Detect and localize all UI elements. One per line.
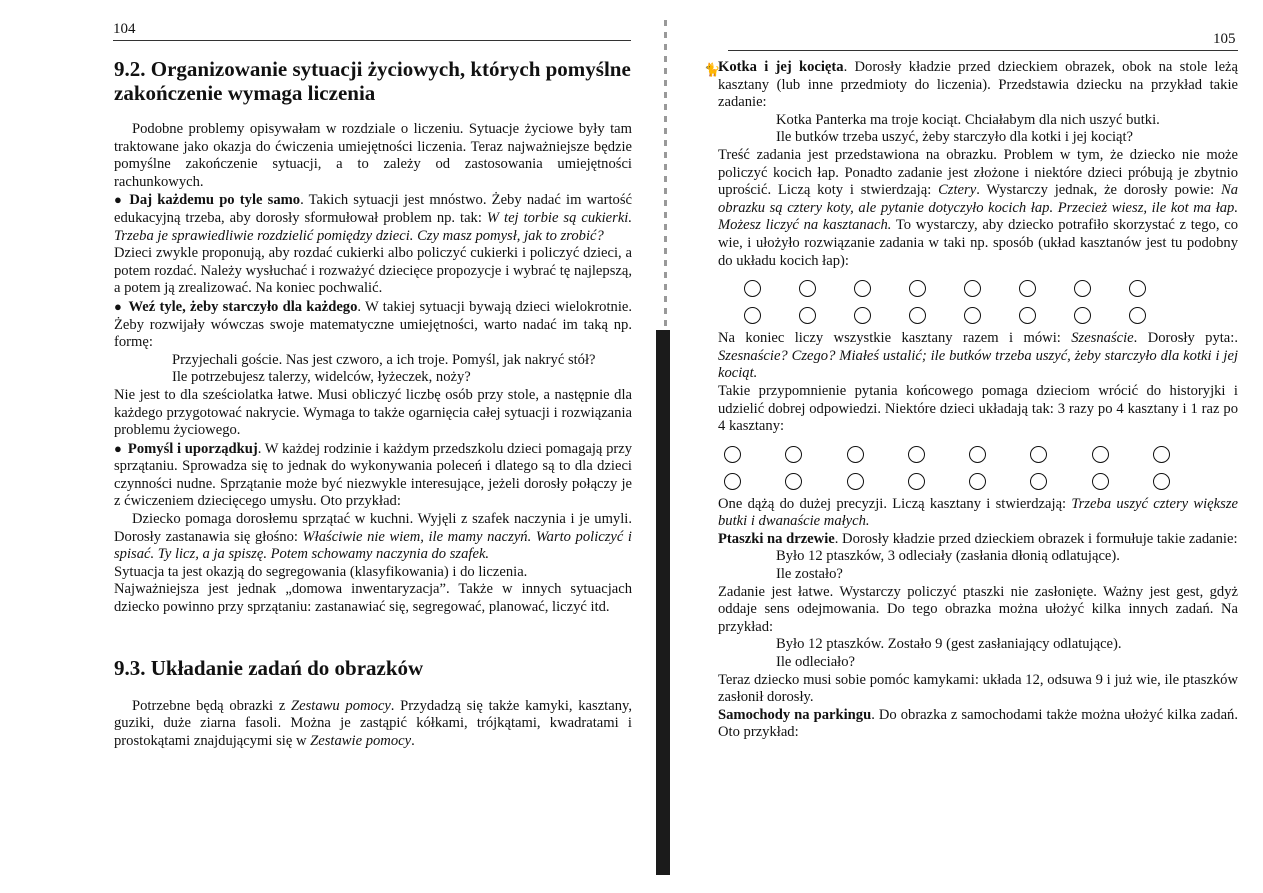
quote-line: Ile potrzebujesz talerzy, widelców, łyżeczek, noży? [172, 369, 471, 386]
chestnut-circle [1030, 446, 1047, 463]
bullet-paragraph [114, 191, 632, 245]
paragraph [718, 383, 1238, 436]
paragraph [718, 707, 1238, 742]
text: 3 razy po 4 kasztany i 1 raz po 4 kasztany: [718, 400, 1238, 435]
header-rule [728, 50, 1238, 51]
quote-line: Ile odleciało? [776, 654, 856, 671]
italic-text: Szesnaście [1071, 330, 1134, 347]
text: . W takiej sytuacji bywają dzieci wielokrotnie. Żeby rozwijały wówczas swoje matematyczne umiejętności, warto nadać im taką np. formę: [114, 298, 633, 351]
chestnut-circle [1030, 473, 1047, 490]
text: . Dorosły kładzie przed dzieckiem obrazek i formułuje takie zadanie: [834, 530, 1238, 547]
subsection-title: Kotka i jej kocięta [718, 59, 844, 75]
chestnut-circle [1153, 446, 1170, 463]
paragraph [718, 496, 1238, 531]
chestnut-circle [908, 446, 925, 463]
text: Takie przypomnienie pytania końcowego pomaga dzieciom wrócić do historyjki i udzielić dobrej odpowiedzi. Niektóre dzieci układają tak: [718, 382, 1238, 417]
text: Na koniec liczy wszystkie kasztany razem i mówi: [718, 330, 1072, 347]
left-column [114, 55, 632, 750]
italic-text: Na obrazku są cztery koty, ale pytanie dotyczyło kocich łap. Przecież wiesz, ile kot ma łap. Możesz liczyć na kasztanach. [718, 182, 1239, 234]
paragraph: Zadanie jest łatwe. Wystarczy policzyć ptaszki nie zasłonięte. Ważny jest gest, gdyż oddaje sens odejmowania. Do tego obrazka można ułożyć kilka innych zadań. Na przykład: [718, 583, 1238, 635]
header-rule [113, 40, 631, 41]
chestnut-circle [908, 473, 925, 490]
right-column [718, 59, 1238, 742]
paragraph: Teraz dziecko musi sobie pomóc kamykami: układa 12, odsuwa 9 i już wie, ile ptaszków zasłonił dorosły. [718, 671, 1238, 706]
chestnut-circle [909, 307, 926, 324]
paragraph: Najważniejsza jest jednak „domowa inwentaryzacja”. Także w innych sytuacjach dziecko powinno przy sprzątaniu: zastanawiać się, segregować, planować, liczyć itd. [114, 581, 632, 616]
chestnut-circle [1019, 307, 1036, 324]
paragraph: Podobne problemy opisywałam w rozdziale o liczeniu. Sytuacje życiowe były tam traktowane jako okazja do ćwiczenia umiejętności liczenia. Teraz najważniejsze będzie pomyślne zakończenie sytuacji, a to zależy od zastosowania umiejętności rachunkowych. [114, 121, 632, 190]
text: One dążą do dużej precyzji. Liczą kasztany i stwierdzają: [718, 495, 1072, 512]
paragraph [718, 147, 1238, 270]
text: Treść zadania jest przedstawiona na obrazku. Problem w tym, że dziecko nie może policzyć kocich łap. Ponadto zadanie jest złożone i niektóre dzieci próbują je zbytnio uprościć. Liczą koty i stwierdzają: [718, 146, 1238, 199]
chestnut-circle [1129, 307, 1146, 324]
italic-text: Zestawu pomocy [291, 697, 391, 714]
chestnut-circle [964, 280, 981, 297]
chestnut-layout-paws [744, 280, 1184, 324]
italic-text: Cztery [938, 182, 977, 199]
quote-line: Było 12 ptaszków, 3 odleciały (zasłania dłonią odlatujące). [776, 548, 1120, 565]
paragraph: Dzieci zwykle proponują, aby rozdać cukierki albo policzyć cukierki i policzyć dzieci, a potem rozdać. Należy wysłuchać i rozważyć dziecięce propozycje i wybrać tę najlepszą, a potem ją zrealizować. Na koniec pochwalić. [114, 245, 632, 297]
text: . Dorosły pyta:. [1133, 330, 1238, 347]
chestnut-circle [847, 446, 864, 463]
chestnut-circle [854, 307, 871, 324]
chestnut-circle [969, 446, 986, 463]
subsection-title: Ptaszki na drzewie [718, 530, 835, 547]
paragraph: Sytuacja ta jest okazją do segregowania (klasyfikowania) i do liczenia. [114, 563, 528, 580]
text: . [411, 732, 415, 749]
bullet-paragraph [114, 440, 632, 511]
quote-line: Ile butków trzeba uszyć, żeby starczyło dla kotki i jej kociąt? [776, 129, 1134, 146]
chestnut-circle [799, 307, 816, 324]
quote-line: Kotka Panterka ma troje kociąt. Chciałabym dla nich uszyć butki. [776, 111, 1160, 128]
quote-line: Było 12 ptaszków. Zostało 9 (gest zasłaniający odlatujące). [776, 636, 1122, 653]
text: . Takich sytuacji jest mnóstwo. Żeby nadać im wartość edukacyjną trzeba, aby dorosły sformułował problem np. tak: [114, 192, 632, 226]
chestnut-circle [909, 280, 926, 297]
chestnut-circle [1074, 307, 1091, 324]
chestnut-circle [847, 473, 864, 490]
chestnut-circle [1153, 473, 1170, 490]
italic-text: Szesnaście? Czego? Miałeś ustalić; ile butków trzeba uszyć, żeby starczyło dla kotki i jej kociąt. [718, 347, 1238, 382]
italic-text: Zestawie pomocy [310, 732, 412, 749]
section-heading-9-3: 9.3. Układanie zadań do obrazków [114, 655, 424, 680]
page-number: 104 [113, 21, 136, 37]
chestnut-circle [785, 473, 802, 490]
subsection-title: Samochody na parkingu [718, 706, 872, 723]
bullet-title: Pomyśl i uporządkuj [127, 440, 258, 457]
paragraph [718, 59, 1238, 112]
italic-text: W tej torbie są cukierki. Trzeba je sprawiedliwie rozdzielić pomiędzy dzieci. Czy masz pomysł, jak to zrobić? [114, 209, 632, 244]
paragraph [718, 330, 1238, 383]
text: Dziecko pomaga dorosłemu sprzątać w kuchni. Wyjęli z szafek naczynia i je umyli. Dorosły zastanawia się głośno: [114, 511, 632, 545]
italic-text: Właściwie nie wiem, ile mamy naczyń. Warto policzyć i spisać. Ty licz, a ja spiszę. Potem schowamy naczynia do szafek. [114, 528, 632, 563]
text: . Dorosły kładzie przed dzieckiem obrazek, obok na stole leżą kasztany (lub inne przedmioty do liczenia). Przedstawia dziecku na przykład takie zadanie: [718, 59, 1238, 111]
bullet-title: Daj każdemu po tyle samo [129, 192, 301, 209]
chestnut-layout-groups [724, 446, 1214, 490]
bullet-icon: ● [114, 192, 124, 208]
chestnut-circle [744, 280, 761, 297]
text: . Do obrazka z samochodami także można ułożyć kilka zadań. Oto przykład: [718, 706, 1238, 741]
paragraph: Nie jest to dla sześciolatka łatwe. Musi obliczyć liczbę osób przy stole, a następnie dla każdego przygotować nakrycie. Wymaga to także ogarnięcia całej sytuacji i rozwiązania problemu życiowego. [114, 386, 632, 439]
paragraph [718, 531, 1238, 549]
italic-text: Trzeba uszyć cztery większe butki i dwanaście małych. [718, 495, 1238, 530]
paragraph [114, 511, 632, 564]
chestnut-circle [785, 446, 802, 463]
text: To wystarczy, aby dziecko potrafiło skorzystać z tego, co wie, i ułożyło rozwiązanie zadania w taki np. sposób (układ kasztanów jest tu podobny do układu kocich łap): [718, 217, 1238, 269]
chestnut-circle [1092, 446, 1109, 463]
chestnut-circle [724, 446, 741, 463]
chestnut-circle [724, 473, 741, 490]
chestnut-circle [1019, 280, 1036, 297]
page-number: 105 [1213, 31, 1236, 47]
chestnut-circle [1092, 473, 1109, 490]
section-heading-9-2: 9.2. Organizowanie sytuacji życiowych, których pomyślne zakończenie wymaga liczenia [114, 57, 631, 105]
chestnut-circle [969, 473, 986, 490]
bullet-icon: ● [114, 440, 122, 456]
paragraph [114, 698, 632, 751]
chestnut-circle [964, 307, 981, 324]
quote-line: Ile zostało? [776, 566, 843, 583]
text: Potrzebne będą obrazki z [132, 697, 292, 714]
chestnut-circle [1074, 280, 1091, 297]
chestnut-circle [799, 280, 816, 297]
text: . Przydadzą się także kamyki, kasztany, guziki, duże ziarna fasoli. Można je zastąpić kółkami, trójkątami, kwadratami i prostokątami znajdującymi się w [114, 697, 632, 749]
bullet-title: Weź tyle, żeby starczyło dla każdego [128, 298, 358, 315]
chestnut-circle [854, 280, 871, 297]
chestnut-circle [744, 307, 761, 324]
chestnut-circle [1129, 280, 1146, 297]
quote-line: Przyjechali goście. Nas jest czworo, a ich troje. Pomyśl, jak nakryć stół? [172, 351, 596, 368]
text: . W każdej rodzinie i każdym przedszkolu dzieci pomagają przy sprzątaniu. Sprowadza się to jednak do wykonywania poleceń i dlatego są to dla dzieci czynności nudne. Sprzątanie może być niezwykle interesujące, jeżeli dorosły połączy je z ćwiczeniem dziecięcego umysłu. Oto przykład: [114, 440, 632, 510]
bullet-icon: ● [114, 298, 123, 314]
text: . Wystarczy jednak, że dorosły powie: [976, 182, 1221, 199]
cat-margin-icon: 🐈 [704, 62, 721, 77]
right-page [660, 0, 1263, 893]
bullet-paragraph [114, 298, 632, 352]
